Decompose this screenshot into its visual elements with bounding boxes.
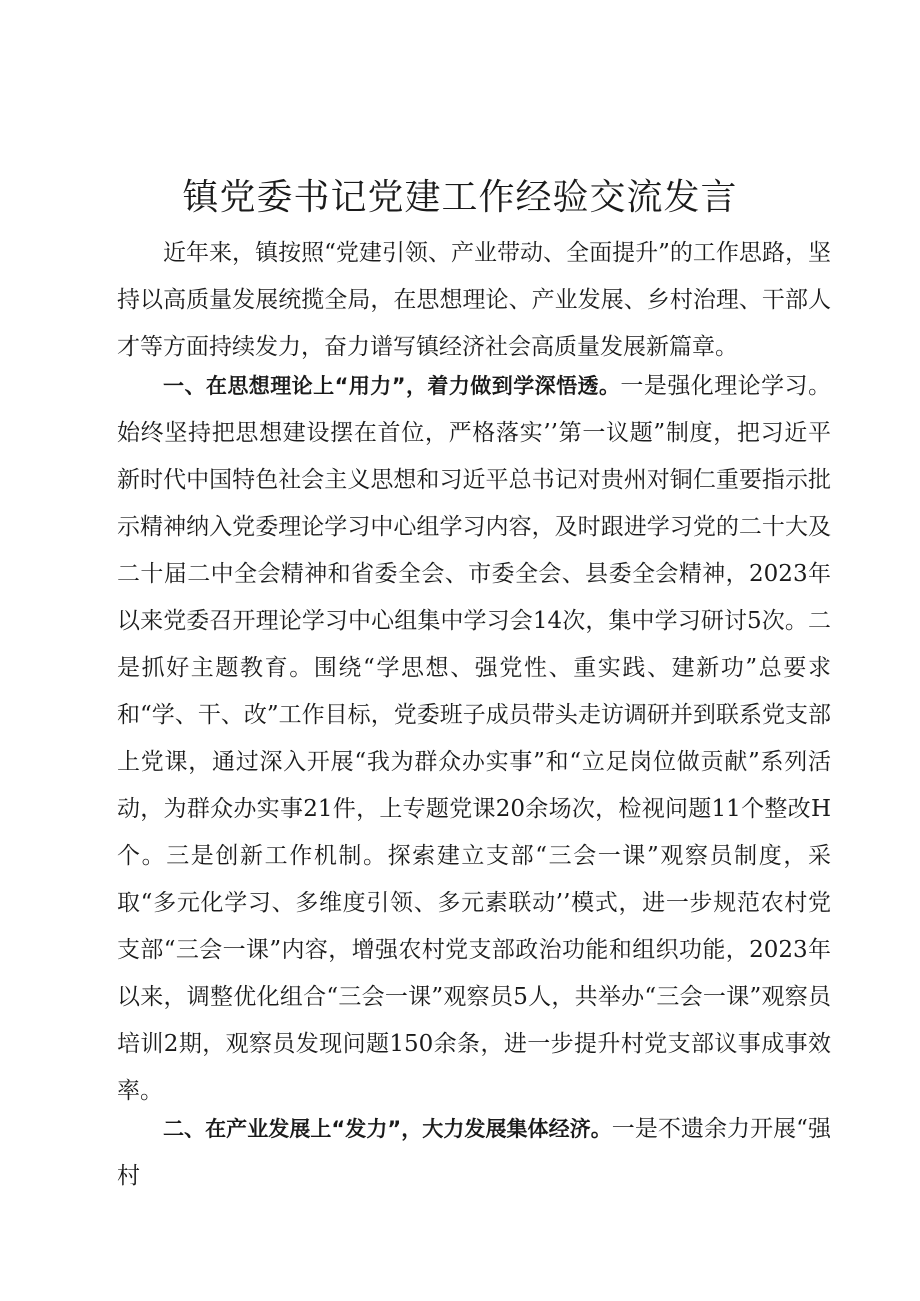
intro-paragraph (117, 230, 831, 371)
section-two-body: 一是不遗余力开展“强村 (117, 1116, 831, 1189)
section-one-paragraph (117, 363, 831, 1115)
intro-paragraph-text: 近年来，镇按照“党建引领、产业带动、全面提升”的工作思路，坚持以高质量发展统揽全局，在思想理论、产业发展、乡村治理、干部人才等方面持续发力，奋力谱写镇经济社会高质量发展新篇章。 (117, 240, 831, 360)
section-one-body: 一是强化理论学习。始终坚持把思想建设摆在首位，严格落实’’第一议题”制度，把习近平新时代中国特色社会主义思想和习近平总书记对贵州对铜仁重要指示批示精神纳入党委理论学习中心组学习内容，及时跟进学习党的二十大及二十届二中全会精神和省委全会、市委全会、县委全会精神，2023年以来党委召开理论学习中心组集中学习会14次，集中学习研讨5次。二是抓好主题教育。围绕“学思想、强党性、重实践、建新功”总要求和“学、干、改”工作目标，党委班子成员带头走访调研并到联系党支部上党课，通过深入开展“我为群众办实事”和“立足岗位做贡献”系列活动，为群众办实事21件，上专题党课20余场次，检视问题11个整改H个。三是创新工作机制。探索建立支部“三会一课”观察员制度，采取“多元化学习、多维度引领、多元素联动’’模式，进一步规范农村党支部“三会一课”内容，增强农村党支部政治功能和组织功能，2023年以来，调整优化组合“三会一课”观察员5人，共举办“三会一课”观察员培训2期，观察员发现问题150余条，进一步提升村党支部议事成事效率。 (117, 373, 831, 1104)
document-title: 镇党委书记党建工作经验交流发言 (182, 177, 738, 218)
section-two-heading: 二、在产业发展上“发力”，大力发展集体经济。 (163, 1117, 612, 1141)
section-one-heading: 一、在思想理论上“用力”，着力做到学深悟透。 (163, 374, 621, 398)
section-two-paragraph (117, 1106, 831, 1200)
